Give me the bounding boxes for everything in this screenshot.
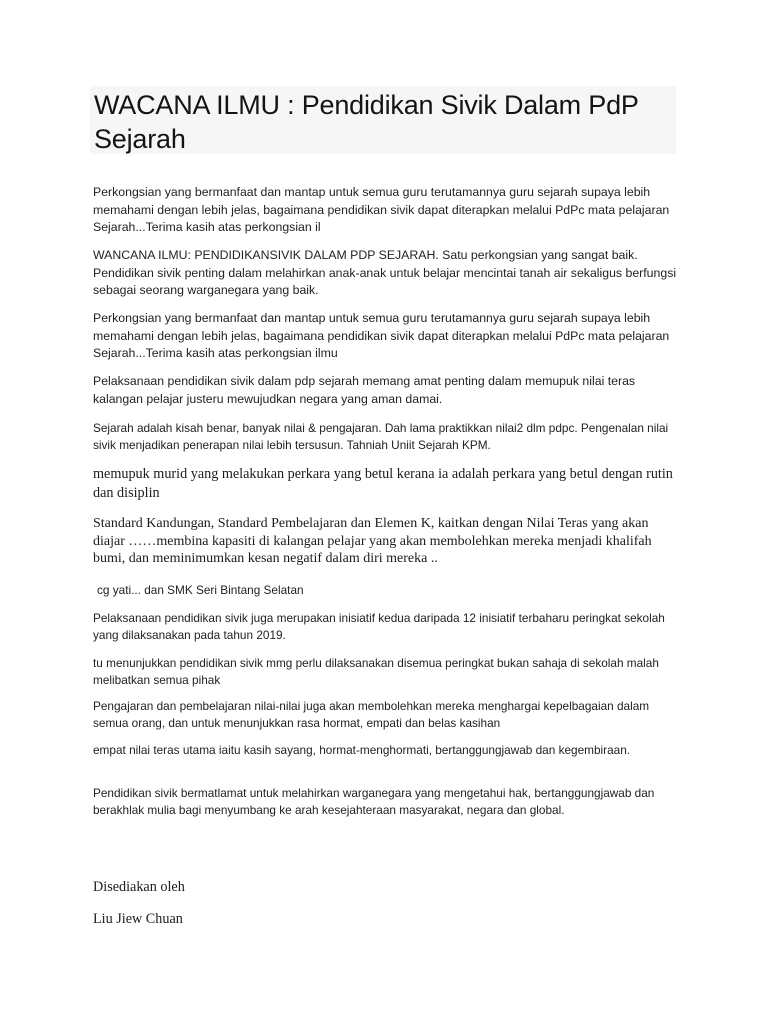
paragraph-7: Standard Kandungan, Standard Pembelajaran dan Elemen K, kaitkan dengan Nilai Teras yang akan diajar ……membina kapasiti di kalangan pelajar yang akan membolehkan mereka menjadi khalifah bumi, dan meminimumkan kesan negatif dalam diri mereka .. xyxy=(93,516,652,566)
author-name: Liu Jiew Chuan xyxy=(93,911,183,927)
paragraph-2: WANCANA ILMU: PENDIDIKANSIVIK DALAM PDP SEJARAH. Satu perkongsian yang sangat baik. Pendidikan sivik penting dalam melahirkan anak-anak untuk belajar mencintai tanah air sekaligus berfungsi sebagai seorang warganegara yang baik. xyxy=(93,248,677,298)
paragraph-5: Sejarah adalah kisah benar, banyak nilai & pengajaran. Dah lama praktikkan nilai2 dlm pdpc. Pengenalan nilai sivik menjadikan penerapan nilai lebih tersusun. Tahniah Uniit Sejarah KPM. xyxy=(93,421,669,452)
paragraph-13: Pendidikan sivik bermatlamat untuk melahirkan warganegara yang mengetahui hak, bertanggungjawab dan berakhlak mulia bagi menyumbang ke arah kesejahteraan masyarakat, negara dan global. xyxy=(93,786,655,817)
page-title: WACANA ILMU : Pendidikan Sivik Dalam PdP Sejarah xyxy=(94,90,639,154)
paragraph-3: Perkongsian yang bermanfaat dan mantap untuk semua guru terutamannya guru sejarah supaya lebih memahami dengan lebih jelas, bagaimana pendidikan sivik dapat diterapkan melalui PdPc mata pelajaran Sejarah...Terima kasih atas perkongsian ilmu xyxy=(93,311,670,361)
paragraph-10: tu menunjukkan pendidikan sivik mmg perlu dilaksanakan disemua peringkat bukan sahaja di sekolah malah melibatkan semua pihak xyxy=(93,656,659,687)
paragraph-11: Pengajaran dan pembelajaran nilai-nilai juga akan membolehkan mereka menghargai kepelbagaian dalam semua orang, dan untuk menunjukkan rasa hormat, empati dan belas kasihan xyxy=(93,699,650,730)
paragraph-4: Pelaksanaan pendidikan sivik dalam pdp sejarah memang amat penting dalam memupuk nilai teras kalangan pelajar justeru mewujudkan negara yang aman damai. xyxy=(93,374,636,406)
paragraph-12: empat nilai teras utama iaitu kasih sayang, hormat-menghormati, bertanggungjawab dan kegembiraan. xyxy=(93,743,631,757)
paragraph-9: Pelaksanaan pendidikan sivik juga merupakan inisiatif kedua daripada 12 inisiatif terbaharu peringkat sekolah yang dilaksanakan pada tahun 2019. xyxy=(93,611,665,642)
paragraph-6: memupuk murid yang melakukan perkara yang betul kerana ia adalah perkara yang betul dengan rutin dan disiplin xyxy=(93,466,673,501)
paragraph-1: Perkongsian yang bermanfaat dan mantap untuk semua guru terutamannya guru sejarah supaya lebih memahami dengan lebih jelas, bagaimana pendidikan sivik dapat diterapkan melalui PdPc mata pelajaran Sejarah...Terima kasih atas perkongsian il xyxy=(93,185,670,235)
prepared-by-label: Disediakan oleh xyxy=(93,879,185,895)
paragraph-8: cg yati... dan SMK Seri Bintang Selatan xyxy=(97,583,304,597)
